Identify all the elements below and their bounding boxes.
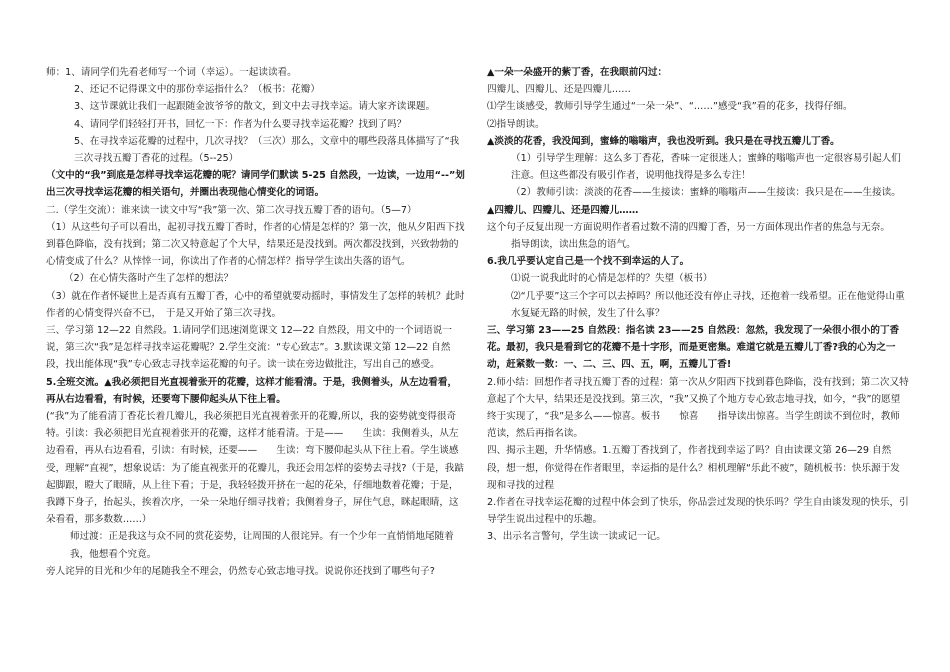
paragraph: 5、在寻找幸运花瓣的过程中，几次寻找？（三次）那么，文章中的哪些段落具体描写了“我三次寻找五瓣丁香花的过程。（5--25） [74,135,460,165]
paragraph: （3）就在作者怀疑世上是否真有五瓣丁香，心中的希望就要动摇时，事情发生了怎样的转机？此时作者的心情变得兴奋不已， 于是又开始了第三次寻找。 [46,290,465,319]
paragraph: 5.全班交流。▲我必须把目光直视着张开的花瓣，这样才能看清。于是，我侧着头，从左边看看，再从右边看看，有时候，还要弯下腰仰起头从下往上看。 [46,376,458,405]
paragraph: （2）在心情失落时产生了怎样的想法？ [64,273,234,285]
paragraph: ▲一朵一朵盛开的紫丁香，在我眼前闪过： [487,67,668,78]
paragraph: 2、还记不记得课文中的那份幸运指什么？（板书：花瓣） [74,84,320,96]
left-column [46,64,466,580]
paragraph: 2.作者在寻找幸运花瓣的过程中体会到了快乐，你品尝过发现的快乐吗？学生自由谈发现的快乐，引导学生说出过程中的乐趣。 [487,497,909,526]
paragraph: 师：1、请同学们先看老师写一个词（幸运）。一起读读看。 [46,67,297,78]
paragraph: 3、出示名言警句，学生读一读或记一记。 [487,531,666,543]
paragraph: 3、这节课就让我们一起跟随金波爷爷的散文，到文中去寻找幸运。请大家齐读课题。 [74,101,436,113]
paragraph: 四瓣儿、四瓣儿、还是四瓣儿…… [487,84,631,96]
paragraph: （1）从这些句子可以看出，起初寻找五瓣丁香时，作者的心情是怎样的？第一次，他从夕阳西下找到暮色降临，没有找到；第二次又特意起了个大早，结果还是没找到。两次都没找到，兴致勃勃的心情变成了什么？从悻悻一词，你读出了作者的心情怎样？指导学生读出失落的语气。 [46,221,465,268]
paragraph: （1）引导学生理解：这么多丁香花，香味一定很迷人；蜜蜂的嗡嗡声也一定很容易引起人们注意。但这些都没有吸引作者，说明他找得是多么专注！ [511,153,901,182]
paragraph: 旁人诧异的目光和少年的尾随我全不理会，仍然专心致志地寻找。说说你还找到了哪些句子? [46,565,435,577]
paragraph: 指导朗读，读出焦急的语气。 [511,239,636,251]
paragraph: 4、请同学们轻轻打开书，回忆一下：作者为什么要寻找幸运花瓣？找到了吗？ [74,118,407,130]
paragraph: ⑴说一说我此时的心情是怎样的？失望（板书） [511,273,713,285]
right-column [487,64,909,546]
paragraph: (“我”为了能看清丁香花长着几瓣儿，我必须把目光直视着张开的花瓣,所以，我的姿势就变得很奇特。引读：我必须把目光直视着张开的花瓣，这样才能看清。于是—— 生读：我侧着头，从左边看看，再从右边看看，引读：有时候，还要—— 生读：弯下腰仰起头从下往上看。学生谈感受，理解“直视”，想象说话：为了能直视张开的花瓣儿，我还会用怎样的姿势去寻找?（于是，我踮起脚跟，瞪大了眼睛，从上往下看；于是，我轻轻拨开挤在一起的花朵，仔细地数着花瓣；于是，我蹲下身子，抬起头，挨着次序，一朵一朵地仔细寻找着；我侧着身子，屏住气息，眯起眼睛，这朵看看，那多数数……） [46,411,464,526]
paragraph: （2）教师引读：淡淡的花香——生接读：蜜蜂的嗡嗡声——生接读：我只是在——生接读。 [511,187,901,199]
paragraph: 6.我几乎要认定自己是一个找不到幸运的人了。 [487,256,690,268]
paragraph: ▲淡淡的花香，我没闻到，蜜蜂的嗡嗡声，我也没听到。我只是在寻找五瓣儿丁香。 [487,135,840,147]
paragraph: （文中的“我”到底是怎样寻找幸运花瓣的呢？请同学们默读 5-25 自然段，一边读，一边用“--”划出三次寻找幸运花瓣的相关语句，并圈出表现他心情变化的词语。 [46,170,465,199]
paragraph: ⑵“几乎要”这三个字可以去掉吗？所以他还没有停止寻找，还抱着一线希望。正在他觉得山重水复疑无路的时候，发生了什么事？ [511,290,905,319]
paragraph: 三、学习第 12—22 自然段。1.请同学们迅速浏览课文 12—22 自然段，用文中的一个词语说一说，第三次“我”是怎样寻找幸运花瓣呢？2.学生交流：“专心致志”。3.默读课文第 12—22 自然段，找出能体现“我”专心致志寻找幸运花瓣的句子。读一读在旁边做批注，写出自己的感受。 [46,325,452,371]
paragraph: 四、揭示主题，升华情感。1.五瓣丁香找到了，作者找到幸运了吗？自由读课文第 26—29 自然段，想一想，你觉得在作者眼里，幸运指的是什么？相机理解“乐此不疲”，随机板书：快乐源于发现和寻找的过程 [487,445,900,491]
paragraph: ▲四瓣儿、四瓣儿、还是四瓣儿…… [487,204,639,216]
paragraph: 二.（学生交流）：谁来读一读文中写“我”第一次、第二次寻找五瓣丁香的语句。（5—7） [46,204,417,216]
paragraph: 2.师小结：回想作者寻找五瓣丁香的过程：第一次从夕阳西下找到暮色降临，没有找到；第二次又特意起了个大早，结果还是没找到。第三次，“我”又换了个地方专心致志地寻找，如今，“我”的愿望终于实现了，“我”是多么——惊喜。板书 惊喜 指导读出惊喜。当学生朗读不到位时，教师范读，然后再指名读。 [487,376,909,440]
paragraph: 三、学习第 23——25 自然段：指名读 23——25 自然段：忽然，我发现了一朵很小很小的丁香花。最初，我只是看到它的花瓣不是十字形，而是更密集。难道它就是五瓣儿丁香?我的心为之一动，赶紧数一数：一、二、三、四、五，啊，五瓣儿丁香! [487,325,900,371]
paragraph: 这个句子反复出现一方面说明作者看过数不清的四瓣丁香，另一方面体现出作者的焦急与无奈。 [487,221,890,233]
paragraph: ⑴学生谈感受，教师引导学生通过“一朵一朵”、“……”感受“我”看的花多，找得仔细。 [487,101,853,113]
paragraph: ⑵指导朗读。 [487,118,545,130]
paragraph: 师过渡：正是我这与众不同的赏花姿势，让周围的人很诧异。有一个少年一直悄悄地尾随着我，他想看个究竟。 [70,531,454,560]
